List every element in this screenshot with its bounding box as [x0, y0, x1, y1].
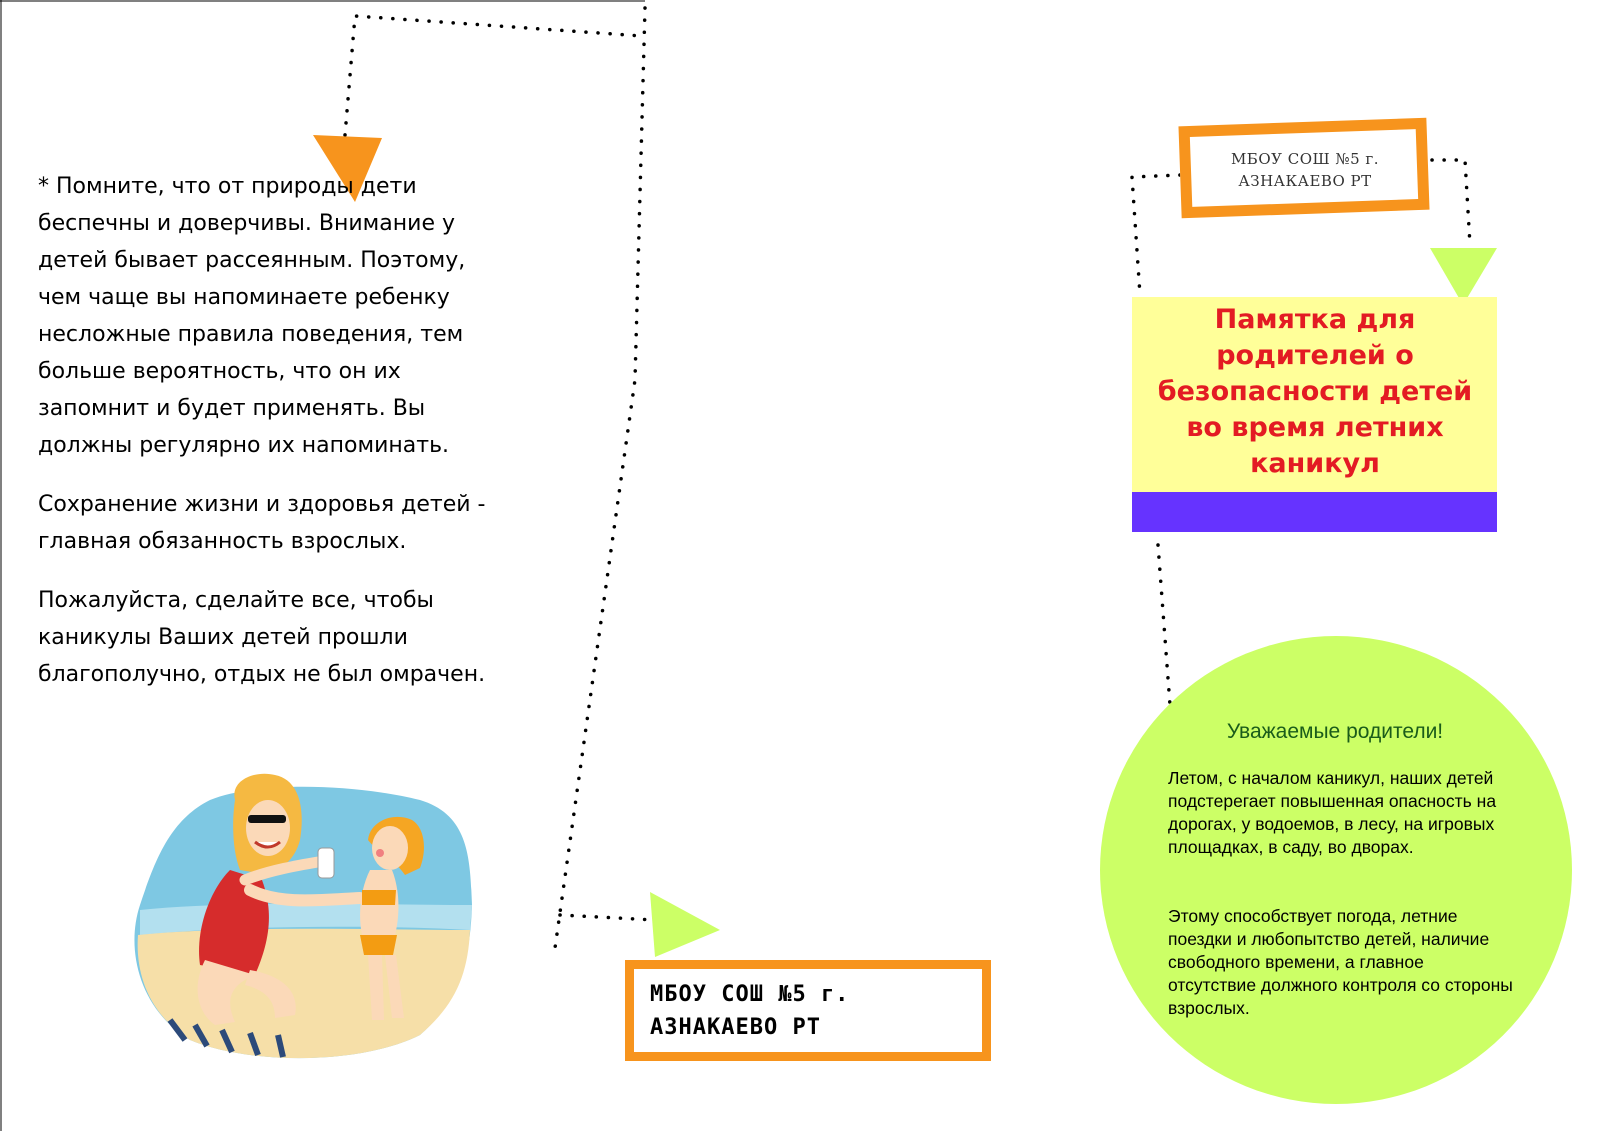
- left-paragraph-2: Сохранение жизни и здоровья детей - главная обязанность взрослых.: [38, 492, 486, 554]
- school-name-top: МБОУ СОШ №5 г. АЗНАКАЕВО РТ: [1230, 150, 1380, 190]
- circle-paragraph-2: Этому способствует погода, летние поездки и любопытство детей, наличие свободного времени, а главное отсутствие должного контроля со стороны взрослых.: [1168, 906, 1513, 1018]
- title-accent-bar: [1132, 492, 1497, 532]
- beach-illustration: [134, 774, 472, 1058]
- brochure-title: Памятка для родителей о безопасности детей во время летних каникул: [1157, 304, 1473, 479]
- circle-paragraph-1: Летом, с началом каникул, наших детей подстерегает повышенная опасность на дорогах, у водоемов, в лесу, на игровых площадках, в саду, во дворах.: [1168, 768, 1497, 857]
- school-name-bottom: МБОУ СОШ №5 г. АЗНАКАЕВО РТ: [650, 982, 850, 1040]
- lime-triangle-mid: [650, 892, 720, 957]
- left-paragraph-3: Пожалуйста, сделайте все, чтобы каникулы Ваших детей прошли благополучно, отдых не был омрачен.: [38, 588, 486, 687]
- circle-heading: Уважаемые родители!: [1226, 720, 1444, 743]
- left-column: [38, 168, 493, 715]
- info-circle: [1100, 636, 1572, 1104]
- left-paragraph-1: * Помните, что от природы дети беспечны и доверчивы. Внимание у детей бывает рассеянным. Поэтому, чем чаще вы напоминаете ребенку несложные правила поведения, тем больше вероятность, что он их запомнит и будет применять. Вы должны регулярно их напоминать.: [38, 174, 466, 458]
